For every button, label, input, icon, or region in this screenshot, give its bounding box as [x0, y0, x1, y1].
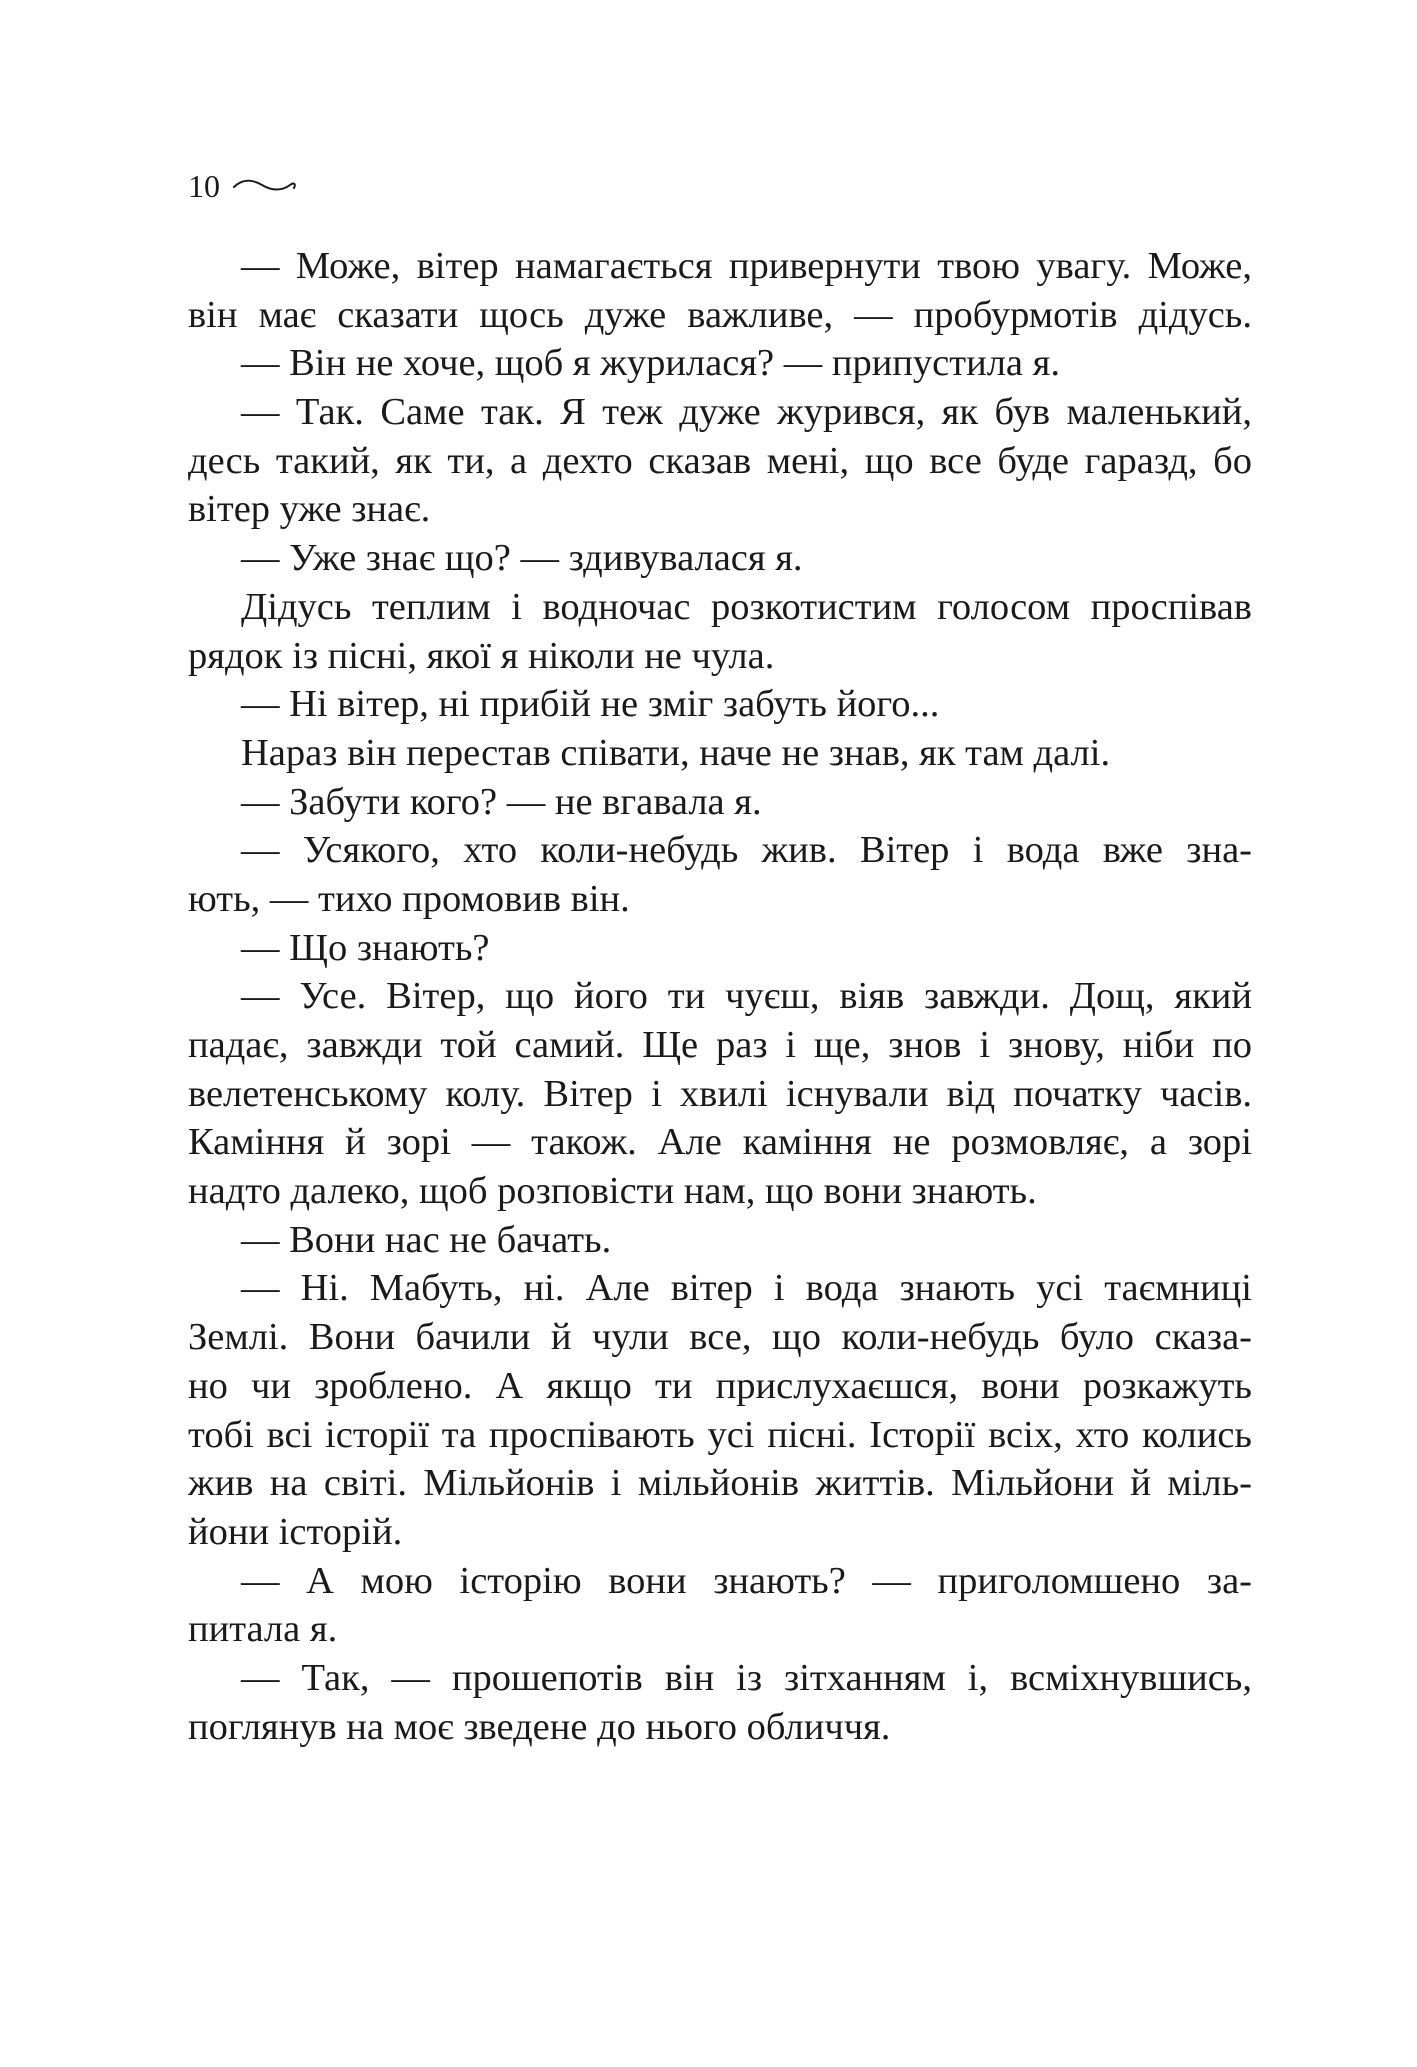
text-line: — Вони нас не бачать.: [241, 1218, 612, 1261]
text-line: — А мою історію вони знають? — приголомшено за-: [241, 1559, 1252, 1602]
text-line: — Ні вітер, ні прибій не зміг забуть його...: [241, 683, 940, 726]
text-line: Нараз він перестав співати, наче не знав, як там далі.: [241, 731, 1111, 774]
text-line: велетенському колу. Вітер і хвилі існували від початку часів.: [188, 1072, 1252, 1115]
swash-ornament-icon: [232, 175, 298, 197]
text-line: — Так. Саме так. Я теж дуже журився, як був маленький,: [241, 391, 1252, 434]
text-line: тобі всі історії та проспівають усі пісні. Історії всіх, хто колись: [188, 1413, 1252, 1456]
text-line: — Так, — прошепотів він із зітханням і, всміхнувшись,: [241, 1656, 1252, 1699]
text-line: — Він не хоче, щоб я журилася? — припустила я.: [241, 342, 1060, 385]
text-line: но чи зроблено. А якщо ти прислухаєшся, вони розкажуть: [188, 1364, 1252, 1407]
text-line: Дідусь теплим і водночас розкотистим голосом проспівав: [241, 585, 1252, 628]
text-line: — Забути кого? — не вгавала я.: [241, 780, 762, 823]
text-line: вітер уже знає.: [188, 488, 431, 531]
text-line: питала я.: [188, 1608, 338, 1651]
page-number: 10: [188, 168, 220, 204]
text-line: — Усякого, хто коли-небудь жив. Вітер і вода вже зна-: [241, 829, 1252, 872]
text-line: йони історій.: [188, 1510, 403, 1553]
text-line: Землі. Вони бачили й чули все, що коли-небудь було сказа-: [188, 1316, 1252, 1359]
body-text: [188, 242, 1252, 1751]
text-line: надто далеко, щоб розповісти нам, що вони знають.: [188, 1170, 1037, 1213]
text-line: — Уже знає що? — здивувалася я.: [241, 537, 803, 580]
text-line: жив на світі. Мільйонів і мільйонів життів. Мільйони й міль-: [188, 1462, 1252, 1505]
text-line: — Що знають?: [241, 926, 490, 969]
text-line: Каміння й зорі — також. Але каміння не розмовляє, а зорі: [188, 1121, 1252, 1164]
text-line: падає, завжди той самий. Ще раз і ще, знов і знову, ніби по: [188, 1024, 1252, 1066]
text-line: ють, — тихо промовив він.: [188, 877, 630, 920]
page-header: [188, 168, 298, 204]
text-line: десь такий, як ти, а дехто сказав мені, що все буде гаразд, бо: [188, 439, 1252, 482]
text-line: він має сказати щось дуже важливе, — пробурмотів дідусь.: [188, 293, 1252, 336]
text-line: поглянув на моє зведене до нього обличчя.: [188, 1705, 891, 1748]
text-line: — Може, вітер намагається привернути твою увагу. Може,: [241, 245, 1252, 287]
text-line: — Усе. Вітер, що його ти чуєш, віяв завжди. Дощ, який: [241, 975, 1252, 1018]
text-line: — Ні. Мабуть, ні. Але вітер і вода знають усі таємниці: [241, 1267, 1252, 1310]
text-line: рядок із пісні, якої я ніколи не чула.: [188, 634, 775, 677]
